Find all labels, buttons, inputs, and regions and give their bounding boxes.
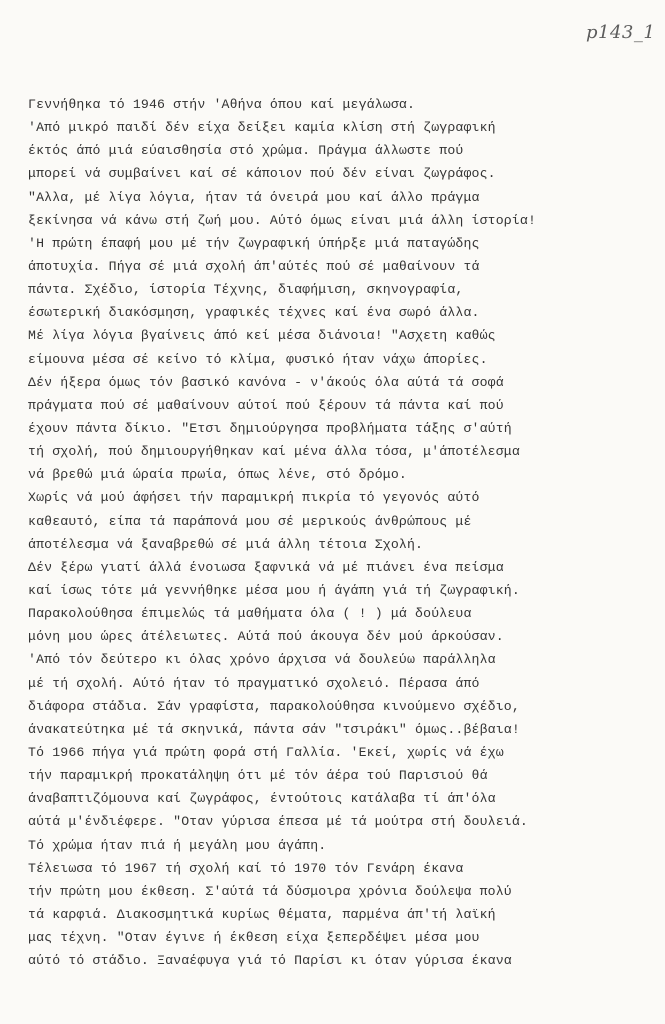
text-line: καθεαυτό, είπα τά παράπονά μου σέ μερικούς άνθρώπους μέ bbox=[28, 513, 472, 529]
text-line: Τό 1966 πήγα γιά πρώτη φορά στή Γαλλία. 'Εκεί, χωρίς νά έχω bbox=[28, 744, 504, 760]
text-line: άνακατεύτηκα μέ τά σκηνικά, πάντα σάν "τσιράκι" όμως..βέβαια! bbox=[28, 721, 520, 737]
text-line: πράγματα πού σέ μαθαίνουν αύτοί πού ξέρουν τά πάντα καί πού bbox=[28, 397, 504, 413]
text-line: μόνη μου ώρες άτέλειωτες. Αύτά πού άκουγα δέν μού άρκούσαν. bbox=[28, 629, 504, 645]
text-line: Δέν ξέρω γιατί άλλά ένοιωσα ξαφνικά νά μέ πιάνει ένα πείσμα bbox=[28, 559, 504, 575]
text-line: καί ίσως τότε μά γεννήθηκε μέσα μου ή άγάπη γιά τή ζωγραφική. bbox=[28, 582, 520, 598]
text-line: νά βρεθώ μιά ώραία πρωία, όπως λένε, στό δρόμο. bbox=[28, 467, 407, 483]
text-line: άναβαπτιζόμουνα καί ζωγράφος, έντούτοις κατάλαβα τί άπ'όλα bbox=[28, 791, 496, 807]
text-line: ξεκίνησα νά κάνω στή ζωή μου. Αύτό όμως είναι μιά άλλη ίστορία! bbox=[28, 212, 537, 228]
text-line: είμουνα μέσα σέ κείνο τό κλίμα, φυσικό ήταν νάχω άπορίες. bbox=[28, 351, 488, 367]
text-line: Χωρίς νά μού άφήσει τήν παραμικρή πικρία τό γεγονός αύτό bbox=[28, 490, 480, 506]
text-line: Τέλειωσα τό 1967 τή σχολή καί τό 1970 τόν Γενάρη έκανα bbox=[28, 860, 464, 876]
text-line: μας τέχνη. "Οταν έγινε ή έκθεση είχα ξεπερδέψει μέσα μου bbox=[28, 930, 480, 946]
text-line: έχουν πάντα δίκιο. "Ετσι δημιούργησα προβλήματα τάξης σ'αύτή bbox=[28, 420, 512, 436]
text-line: μέ τή σχολή. Αύτό ήταν τό πραγματικό σχολειό. Πέρασα άπό bbox=[28, 675, 480, 691]
text-line: Γεννήθηκα τό 1946 στήν 'Αθήνα όπου καί μεγάλωσα. bbox=[28, 97, 416, 112]
text-line: άποτέλεσμα νά ξαναβρεθώ σέ μιά άλλη τέτοια Σχολή. bbox=[28, 536, 424, 552]
text-line: τά καρφιά. Διακοσμητικά κυρίως θέματα, παρμένα άπ'τή λαϊκή bbox=[28, 906, 496, 922]
text-line: έκτός άπό μιά εύαισθησία στό χρώμα. Πράγμα άλλωστε πού bbox=[28, 143, 464, 159]
text-line: έσωτερική διακόσμηση, γραφικές τέχνες καί ένα σωρό άλλα. bbox=[28, 305, 480, 321]
text-line: 'Η πρώτη έπαφή μου μέ τήν ζωγραφική ύπήρξε μιά παταγώδης bbox=[28, 235, 480, 251]
text-line: Τό χρώμα ήταν πιά ή μεγάλη μου άγάπη. bbox=[28, 837, 327, 853]
text-line: Δέν ήξερα όμως τόν βασικό κανόνα - ν'άκούς όλα αύτά τά σοφά bbox=[28, 374, 504, 390]
handwritten-page-number: p143_1 bbox=[586, 22, 656, 43]
text-line: πάντα. Σχέδιο, ίστορία Τέχνης, διαφήμιση, σκηνογραφία, bbox=[28, 282, 464, 298]
text-line: τή σχολή, πού δημιουργήθηκαν καί μένα άλλα τόσα, μ'άποτέλεσμα bbox=[28, 444, 520, 460]
typewritten-text-body bbox=[28, 93, 648, 972]
text-line: 'Από τόν δεύτερο κι όλας χρόνο άρχισα νά δουλεύω παράλληλα bbox=[28, 652, 496, 668]
text-line: τήν πρώτη μου έκθεση. Σ'αύτά τά δύσμοιρα χρόνια δούλεψα πολύ bbox=[28, 883, 512, 899]
text-line: διάφορα στάδια. Σάν γραφίστα, παρακολούθησα κινούμενο σχέδιο, bbox=[28, 698, 520, 714]
text-line: αύτά μ'ένδιέφερε. "Οταν γύρισα έπεσα μέ τά μούτρα στή δουλειά. bbox=[28, 814, 528, 830]
text-line: άποτυχία. Πήγα σέ μιά σχολή άπ'αύτές πού σέ μαθαίνουν τά bbox=[28, 258, 480, 274]
text-line: αύτό τό στάδιο. Ξαναέφυγα γιά τό Παρίσι κι όταν γύρισα έκανα bbox=[28, 953, 512, 969]
text-line: 'Από μικρό παιδί δέν είχα δείξει καμία κλίση στή ζωγραφική bbox=[28, 120, 496, 136]
text-line: τήν παραμικρή προκατάληψη ότι μέ τόν άέρα τού Παρισιού θά bbox=[28, 768, 488, 784]
text-line: Μέ λίγα λόγια βγαίνεις άπό κεί μέσα διάνοια! "Ασχετη καθώς bbox=[28, 328, 496, 344]
text-line: μπορεί νά συμβαίνει καί σέ κάποιον πού δέν είναι ζωγράφος. bbox=[28, 166, 496, 182]
text-line: "Αλλα, μέ λίγα λόγια, ήταν τά όνειρά μου καί άλλο πράγμα bbox=[28, 189, 480, 205]
text-line: Παρακολούθησα έπιμελώς τά μαθήματα όλα ( ! ) μά δούλευα bbox=[28, 606, 472, 622]
